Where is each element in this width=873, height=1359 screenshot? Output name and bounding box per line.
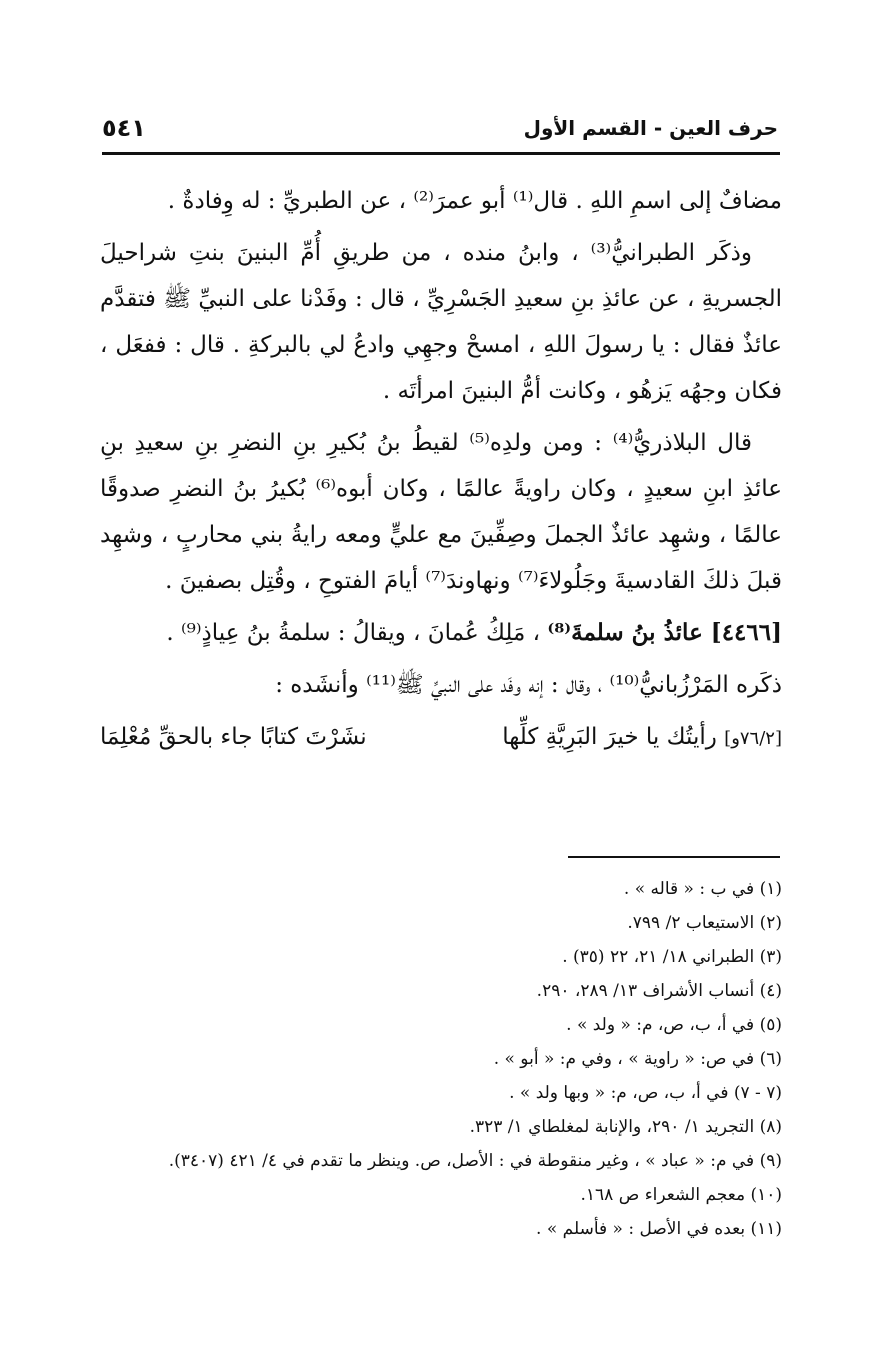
entry-paragraph <box>100 610 782 656</box>
verse-first-half <box>502 714 782 762</box>
footnote: (٨) التجريد ١/ ٢٩٠، والإنابة لمغلطاي ١/ ٣٢٣. <box>469 1117 782 1137</box>
verse-second-hemistich: نشَرْتَ كتابًا جاء بالحقِّ مُعْلِمَا <box>100 724 367 750</box>
footnote: (١٠) معجم الشعراء ص ١٦٨. <box>580 1185 782 1205</box>
footnote: (٩) في م: « عباد » ، وغير منقوطة في : الأصل، ص. وينظر ما تقدم في ٤/ ٤٢١ (٣٤٠٧). <box>168 1151 782 1171</box>
page-header <box>102 108 778 148</box>
poem-verse <box>100 714 782 762</box>
paragraph-3: قال البلاذريُّ⁽⁴⁾ : ومن ولدِه⁽⁵⁾ لقيطُ بنُ بُكيرِ بنِ النضرِ بنِ سعيدِ بنِ عائذِ ابنِ سعيدٍ ، وكان راويةً عالمًا ، وكان أبوه⁽⁶⁾ بُكيرُ بنُ النضرِ صدوقًا عالمًا ، وشهِد عائذٌ الجملَ وصِفِّينَ مع عليٍّ ومعه رايةُ بني محاربٍ ، وشهِد قبلَ ذلكَ القادسيةَ وجَلُولاءَ⁽⁷⁾ ونهاوندَ⁽⁷⁾ أيامَ الفتوحِ ، وقُتِل بصفينَ . <box>100 430 782 594</box>
footnote: (٣) الطبراني ١٨/ ٢١، ٢٢ (٣٥) . <box>562 947 782 967</box>
footnotes <box>100 872 782 1246</box>
footnote: (٧ - ٧) في أ، ب، ص، م: « وبها ولد » . <box>509 1083 782 1103</box>
verse-reference: [٧٦/٢و] <box>724 728 782 749</box>
footnote: (٤) أنساب الأشراف ١٣/ ٢٨٩، ٢٩٠. <box>536 981 782 1001</box>
footnote: (١) في ب : « قاله » . <box>623 879 782 899</box>
entry-text: ، مَلِكُ عُمانَ ، ويقالُ : سلمةُ بنُ عِياذٍ⁽⁹⁾ . <box>166 620 541 646</box>
footnote: (١١) بعده في الأصل : « فأسلم » . <box>536 1219 782 1239</box>
paragraph-5: ذكَره المَرْزُبانيُّ⁽¹⁰⁾ ، وقال : إنه وفَد على النبيِّ ﷺ⁽¹¹⁾ وأنشَده : <box>275 672 782 698</box>
footnote: (٦) في ص: « راوية » ، وفي م: « أبو » . <box>493 1049 782 1069</box>
footnote: (٥) في أ، ب، ص، م: « ولد » . <box>566 1015 782 1035</box>
main-text <box>100 178 782 762</box>
entry-heading: [٤٤٦٦] عائذُ بنُ سلمةَ⁽⁸⁾ <box>547 619 782 646</box>
verse-first-hemistich: رأيتُك يا خيرَ البَرِيَّةِ كلِّها <box>502 724 717 750</box>
running-title: حرف العين - القسم الأول <box>523 116 778 140</box>
footnote: (٢) الاستيعاب ٢/ ٧٩٩. <box>627 913 782 933</box>
header-rule <box>102 152 780 155</box>
footnote-rule <box>568 856 780 858</box>
paragraph-2: وذكَر الطبرانيُّ⁽³⁾ ، وابنُ منده ، من طريقِ أُمِّ البنينَ بنتِ شراحيلَ الجسريةِ ، عن عائذِ بنِ سعيدِ الجَسْرِيِّ ، قال : وفَدْنا على النبيِّ ﷺ فتقدَّم عائذٌ فقال : يا رسولَ اللهِ ، امسحْ وجهِي وادعُ لي بالبركةِ . قال : ففعَل ، فكان وجهُه يَزهُو ، وكانت أمُّ البنينَ امرأتَه . <box>100 240 782 404</box>
page-number: ٥٤١ <box>102 114 146 142</box>
paragraph-1: مضافٌ إلى اسمِ اللهِ . قال⁽¹⁾ أبو عمرَ⁽²⁾ ، عن الطبريِّ : له وِفادةٌ . <box>167 188 782 214</box>
